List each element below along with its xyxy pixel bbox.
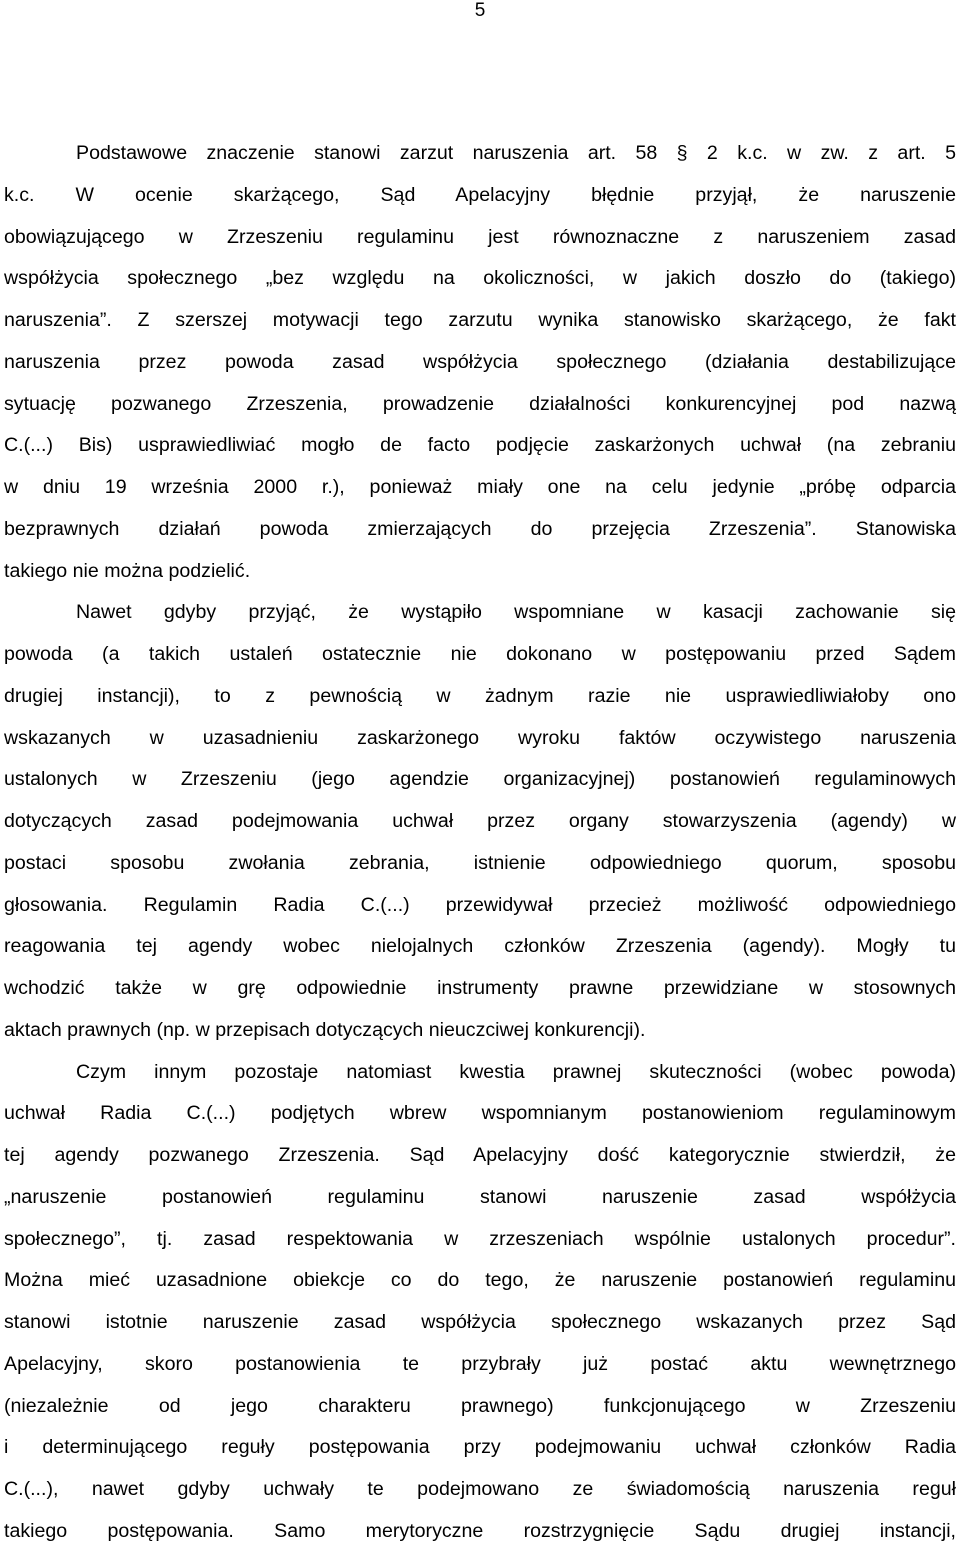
text-line: Nawet gdyby przyjąć, że wystąpiło wspomniane w kasacji zachowanie się — [76, 601, 956, 624]
text-line: naruszenia”. Z szerszej motywacji tego zarzutu wynika stanowisko skarżącego, że fakt — [4, 309, 956, 331]
text-line: naruszenia przez powoda zasad współżycia społecznego (działania destabilizujące — [4, 350, 956, 373]
page-number: 5 — [474, 0, 486, 21]
text-line: Apelacyjny, skoro postanowienia te przybrały już postać aktu wewnętrznego — [4, 1352, 956, 1375]
text-line: C.(...), nawet gdyby uchwały te podejmowano ze świadomością naruszenia reguł — [4, 1478, 956, 1500]
text-line: takiego nie można podzielić. — [4, 559, 251, 582]
text-line: Można mieć uzasadnione obiekcje co do tego, że naruszenie postanowień regulaminu — [4, 1269, 956, 1292]
document-body — [4, 133, 956, 1553]
text-line: wchodzić także w grę odpowiednie instrumenty prawne przewidziane w stosownych — [4, 977, 956, 999]
paragraph-3 — [4, 1052, 956, 1553]
paragraph-1 — [4, 133, 956, 592]
text-line: ustalonych w Zrzeszeniu (jego agendzie organizacyjnej) postanowień regulaminowych — [4, 768, 956, 791]
text-line: wskazanych w uzasadnieniu zaskarżonego wyroku faktów oczywistego naruszenia — [4, 726, 956, 749]
text-line: aktach prawnych (np. w przepisach dotyczących nieuczciwej konkurencji). — [4, 1018, 646, 1041]
text-line: Podstawowe znaczenie stanowi zarzut naruszenia art. 58 § 2 k.c. w zw. z art. 5 — [76, 142, 956, 164]
text-line: sytuację pozwanego Zrzeszenia, prowadzenie działalności konkurencyjnej pod nazwą — [4, 392, 956, 415]
text-line: drugiej instancji), to z pewnością w żadnym razie nie usprawiedliwiałoby ono — [4, 684, 956, 707]
text-line: stanowi istotnie naruszenie zasad współżycia społecznego wskazanych przez Sąd — [4, 1311, 956, 1333]
text-line: społecznego”, tj. zasad respektowania w zrzeszeniach wspólnie ustalonych procedur”. — [4, 1227, 956, 1250]
text-line: i determinującego reguły postępowania przy podejmowaniu uchwał członków Radia — [4, 1436, 956, 1459]
text-line: k.c. W ocenie skarżącego, Sąd Apelacyjny błędnie przyjął, że naruszenie — [4, 183, 956, 206]
text-line: reagowania tej agendy wobec nielojalnych członków Zrzeszenia (agendy). Mogły tu — [4, 935, 956, 958]
text-line: bezprawnych działań powoda zmierzających do przejęcia Zrzeszenia”. Stanowiska — [4, 517, 956, 540]
text-line: powoda (a takich ustaleń ostatecznie nie dokonano w postępowaniu przed Sądem — [4, 643, 956, 665]
text-line: tej agendy pozwanego Zrzeszenia. Sąd Apelacyjny dość kategorycznie stwierdził, że — [4, 1144, 956, 1166]
text-line: głosowania. Regulamin Radia C.(...) przewidywał przecież możliwość odpowiedniego — [4, 893, 956, 916]
paragraph-2 — [4, 592, 956, 1051]
text-line: w dniu 19 września 2000 r.), ponieważ miały one na celu jedynie „próbę odparcia — [4, 476, 956, 498]
text-line: Czym innym pozostaje natomiast kwestia prawnej skuteczności (wobec powoda) — [76, 1060, 956, 1083]
text-line: C.(...) Bis) usprawiedliwiać mogło de facto podjęcie zaskarżonych uchwał (na zebraniu — [4, 434, 956, 457]
text-line: takiego postępowania. Samo merytoryczne rozstrzygnięcie Sądu drugiej instancji, — [4, 1519, 956, 1542]
text-line: uchwał Radia C.(...) podjętych wbrew wspomnianym postanowieniom regulaminowym — [4, 1102, 956, 1125]
text-line: współżycia społecznego „bez względu na okoliczności, w jakich doszło do (takiego) — [4, 267, 956, 290]
text-line: postaci sposobu zwołania zebrania, istnienie odpowiedniego quorum, sposobu — [4, 851, 956, 874]
text-line: (niezależnie od jego charakteru prawnego) funkcjonującego w Zrzeszeniu — [4, 1394, 956, 1417]
text-line: dotyczących zasad podejmowania uchwał przez organy stowarzyszenia (agendy) w — [4, 810, 956, 832]
text-line: „naruszenie postanowień regulaminu stanowi naruszenie zasad współżycia — [4, 1185, 956, 1208]
text-line: obowiązującego w Zrzeszeniu regulaminu jest równoznaczne z naruszeniem zasad — [4, 225, 956, 248]
